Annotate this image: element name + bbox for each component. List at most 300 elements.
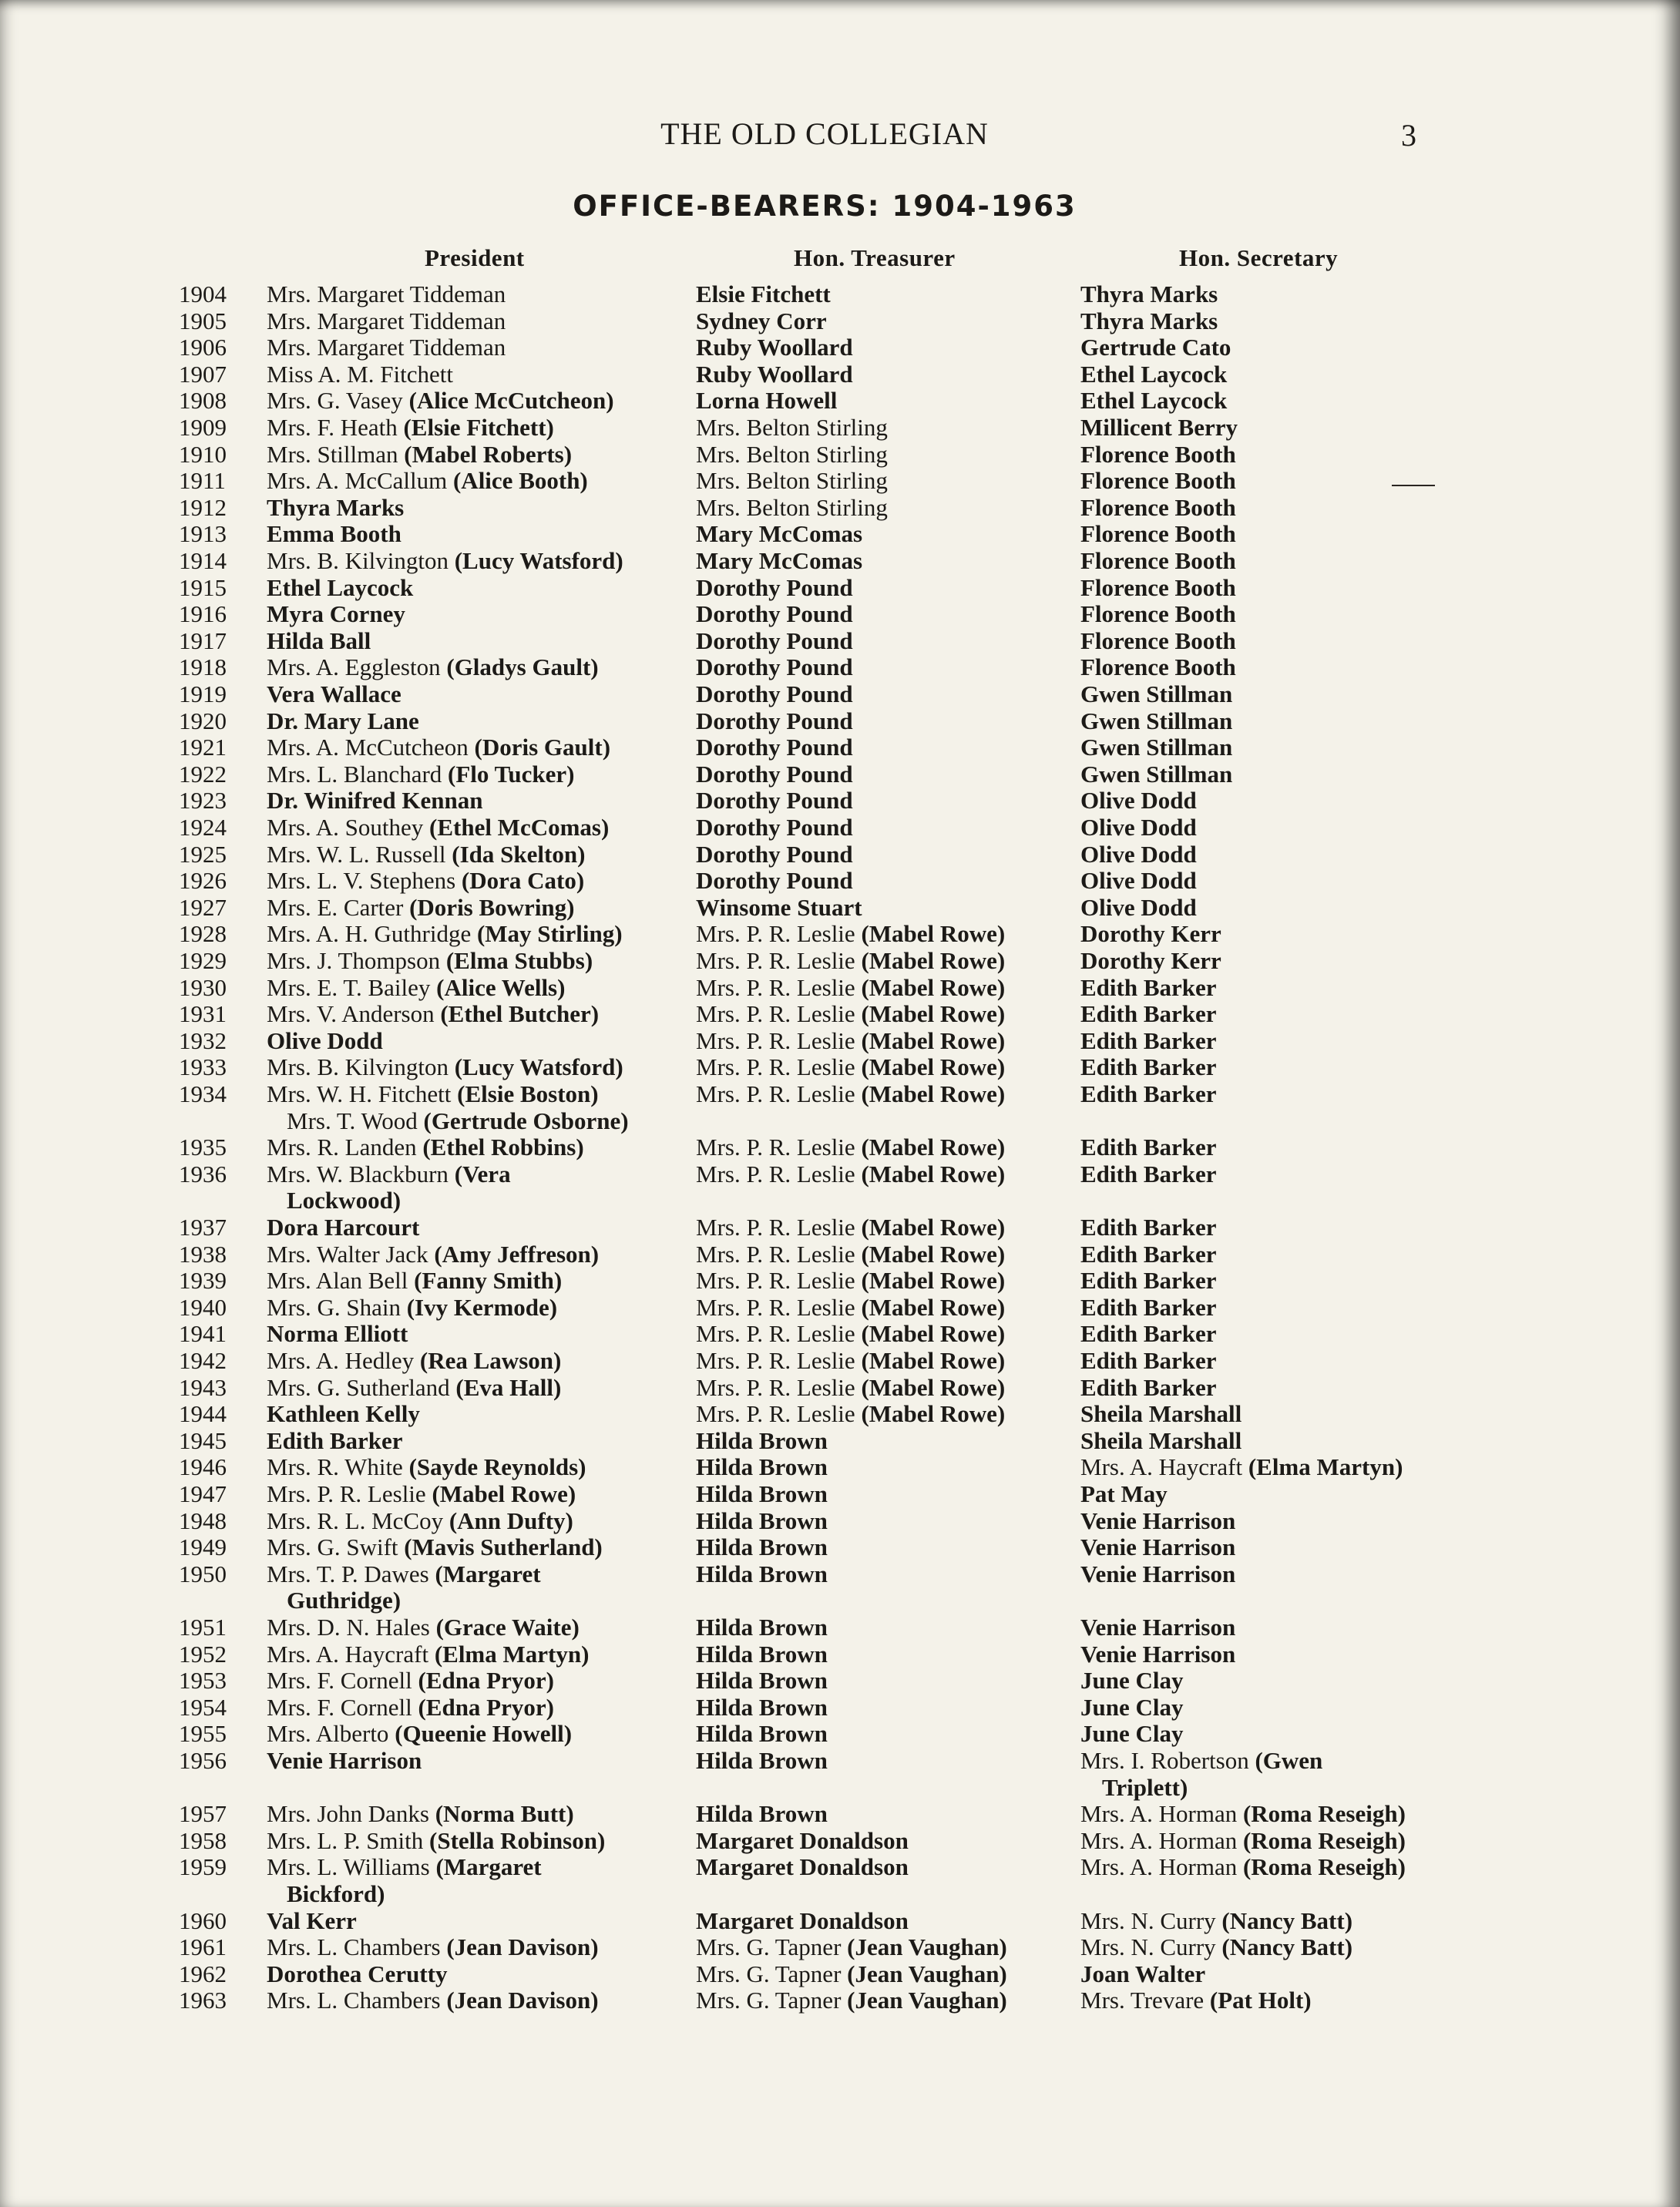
treasurer-cell: Mrs. Belton Stirling [696, 493, 888, 521]
year-cell: 1941 [179, 1320, 227, 1348]
president-continuation-cell: Guthridge) [287, 1587, 402, 1614]
president-cell: Myra Corney [267, 600, 405, 628]
secretary-cell: Florence Booth [1080, 547, 1236, 574]
table-row [0, 1107, 1680, 1135]
treasurer-cell: Mrs. G. Tapner (Jean Vaughan) [696, 1960, 1007, 1987]
table-row [0, 1374, 1680, 1402]
president-cell: Mrs. G. Swift (Mavis Sutherland) [267, 1533, 603, 1561]
table-row [0, 334, 1680, 361]
year-cell: 1962 [179, 1960, 227, 1987]
president-cell: Mrs. L. V. Stephens (Dora Cato) [267, 867, 585, 895]
table-row [0, 787, 1680, 815]
treasurer-cell: Mrs. P. R. Leslie (Mabel Rowe) [696, 1267, 1006, 1295]
secretary-cell: Florence Booth [1080, 653, 1236, 681]
table-row [0, 894, 1680, 922]
secretary-cell: Edith Barker [1080, 1347, 1217, 1374]
page-title: OFFICE-BEARERS: 1904-1963 [573, 190, 1077, 223]
table-row [0, 1027, 1680, 1055]
year-cell: 1940 [179, 1293, 227, 1321]
president-cell: Mrs. B. Kilvington (Lucy Watsford) [267, 1053, 623, 1081]
treasurer-cell: Hilda Brown [696, 1480, 828, 1507]
secretary-cell: Sheila Marshall [1080, 1400, 1242, 1428]
table-row [0, 414, 1680, 442]
table-row [0, 867, 1680, 895]
president-cell: Mrs. A. Eggleston (Gladys Gault) [267, 653, 599, 681]
treasurer-cell: Margaret Donaldson [696, 1853, 909, 1881]
treasurer-cell: Mrs. P. R. Leslie (Mabel Rowe) [696, 1347, 1006, 1374]
treasurer-cell: Mrs. P. R. Leslie (Mabel Rowe) [696, 1080, 1006, 1107]
secretary-cell: Gwen Stillman [1080, 707, 1233, 734]
column-header-president: President [425, 244, 525, 271]
year-cell: 1906 [179, 334, 227, 361]
year-cell: 1956 [179, 1747, 227, 1774]
year-cell: 1905 [179, 307, 227, 334]
secretary-cell: Olive Dodd [1080, 787, 1197, 815]
president-cell: Mrs. G. Sutherland (Eva Hall) [267, 1373, 562, 1401]
table-row [0, 1907, 1680, 1935]
year-cell: 1946 [179, 1453, 227, 1481]
secretary-cell: Thyra Marks [1080, 280, 1218, 307]
treasurer-cell: Hilda Brown [696, 1800, 828, 1828]
secretary-cell: Venie Harrison [1080, 1507, 1236, 1534]
year-cell: 1932 [179, 1026, 227, 1054]
secretary-cell: Venie Harrison [1080, 1533, 1236, 1561]
treasurer-cell: Ruby Woollard [696, 360, 853, 388]
secretary-cell: Venie Harrison [1080, 1614, 1236, 1641]
president-cell: Dorothea Cerutty [267, 1960, 448, 1987]
president-cell: Mrs. A. Hedley (Rea Lawson) [267, 1347, 562, 1374]
treasurer-cell: Dorothy Pound [696, 626, 853, 654]
table-row [0, 1400, 1680, 1428]
treasurer-cell: Dorothy Pound [696, 573, 853, 601]
secretary-cell: Edith Barker [1080, 1000, 1217, 1028]
secretary-cell: Florence Booth [1080, 520, 1236, 548]
year-cell: 1914 [179, 547, 227, 574]
treasurer-cell: Hilda Brown [696, 1560, 828, 1587]
secretary-cell: Florence Booth [1080, 573, 1236, 601]
president-cell: Mrs. L. Blanchard (Flo Tucker) [267, 760, 575, 788]
secretary-cell: Pat May [1080, 1480, 1168, 1507]
president-cell: Mrs. L. P. Smith (Stella Robinson) [267, 1826, 606, 1854]
year-cell: 1924 [179, 814, 227, 841]
year-cell: 1949 [179, 1533, 227, 1561]
year-cell: 1912 [179, 493, 227, 521]
president-cell: Mrs. Margaret Tiddeman [267, 280, 506, 307]
treasurer-cell: Dorothy Pound [696, 680, 853, 707]
year-cell: 1930 [179, 973, 227, 1001]
table-row [0, 600, 1680, 628]
president-cell: Mrs. A. Haycraft (Elma Martyn) [267, 1640, 590, 1668]
secretary-cell: Mrs. A. Horman (Roma Reseigh) [1080, 1853, 1406, 1881]
year-cell: 1907 [179, 360, 227, 388]
treasurer-cell: Lorna Howell [696, 387, 838, 415]
treasurer-cell: Hilda Brown [696, 1720, 828, 1748]
secretary-cell: Ethel Laycock [1080, 360, 1228, 388]
year-cell: 1963 [179, 1987, 227, 2014]
treasurer-cell: Mrs. P. R. Leslie (Mabel Rowe) [696, 1214, 1006, 1241]
secretary-cell: Gwen Stillman [1080, 760, 1233, 788]
table-row [0, 1427, 1680, 1455]
treasurer-cell: Hilda Brown [696, 1507, 828, 1534]
treasurer-cell: Hilda Brown [696, 1640, 828, 1668]
table-row [0, 1320, 1680, 1348]
president-cell: Mrs. D. N. Hales (Grace Waite) [267, 1614, 580, 1641]
table-row [0, 1720, 1680, 1748]
table-row [0, 841, 1680, 868]
secretary-cell: Florence Booth [1080, 626, 1236, 654]
running-head: THE OLD COLLEGIAN [660, 116, 989, 151]
secretary-cell: Edith Barker [1080, 1134, 1217, 1161]
treasurer-cell: Mrs. P. R. Leslie (Mabel Rowe) [696, 1320, 1006, 1348]
secretary-cell: Florence Booth [1080, 467, 1236, 495]
treasurer-cell: Hilda Brown [696, 1614, 828, 1641]
treasurer-cell: Dorothy Pound [696, 760, 853, 788]
president-cell: Mrs. A. H. Guthridge (May Stirling) [267, 920, 623, 948]
treasurer-cell: Hilda Brown [696, 1667, 828, 1695]
treasurer-cell: Mrs. P. R. Leslie (Mabel Rowe) [696, 1053, 1006, 1081]
table-row [0, 947, 1680, 975]
table-row [0, 1080, 1680, 1108]
table-row [0, 653, 1680, 681]
president-cell: Ethel Laycock [267, 573, 414, 601]
secretary-cell: Mrs. A. Horman (Roma Reseigh) [1080, 1800, 1406, 1828]
treasurer-cell: Mary McComas [696, 520, 863, 548]
year-cell: 1938 [179, 1240, 227, 1268]
secretary-cell: Florence Booth [1080, 493, 1236, 521]
year-cell: 1931 [179, 1000, 227, 1028]
president-cell: Mrs. Stillman (Mabel Roberts) [267, 440, 573, 468]
table-row [0, 520, 1680, 548]
secretary-cell: Mrs. I. Robertson (Gwen [1080, 1747, 1323, 1774]
table-row [0, 1667, 1680, 1695]
secretary-cell: Edith Barker [1080, 1373, 1217, 1401]
year-cell: 1910 [179, 440, 227, 468]
table-row [0, 974, 1680, 1002]
year-cell: 1918 [179, 653, 227, 681]
table-row [0, 1533, 1680, 1561]
president-cell: Mrs. G. Vasey (Alice McCutcheon) [267, 387, 614, 415]
secretary-cell: Venie Harrison [1080, 1640, 1236, 1668]
president-cell: Mrs. W. H. Fitchett (Elsie Boston) [267, 1080, 599, 1107]
treasurer-cell: Dorothy Pound [696, 734, 853, 761]
table-row [0, 1987, 1680, 2014]
table-row [0, 680, 1680, 708]
treasurer-cell: Mrs. P. R. Leslie (Mabel Rowe) [696, 1293, 1006, 1321]
president-cell: Vera Wallace [267, 680, 402, 707]
secretary-cell: Edith Barker [1080, 1080, 1217, 1107]
treasurer-cell: Mrs. P. R. Leslie (Mabel Rowe) [696, 1240, 1006, 1268]
year-cell: 1929 [179, 947, 227, 974]
year-cell: 1959 [179, 1853, 227, 1881]
president-continuation-cell: Lockwood) [287, 1187, 402, 1214]
table-row [0, 307, 1680, 335]
table-row [0, 361, 1680, 388]
treasurer-cell: Dorothy Pound [696, 814, 853, 841]
president-cell: Venie Harrison [267, 1747, 422, 1774]
treasurer-cell: Mrs. Belton Stirling [696, 440, 888, 468]
year-cell: 1937 [179, 1214, 227, 1241]
secretary-cell: June Clay [1080, 1667, 1184, 1695]
treasurer-cell: Hilda Brown [696, 1747, 828, 1774]
president-cell: Mrs. F. Cornell (Edna Pryor) [267, 1667, 554, 1695]
president-cell: Mrs. Walter Jack (Amy Jeffreson) [267, 1240, 600, 1268]
president-cell: Mrs. A. Southey (Ethel McComas) [267, 814, 610, 841]
table-row [0, 1853, 1680, 1881]
treasurer-cell: Mrs. P. R. Leslie (Mabel Rowe) [696, 1000, 1006, 1028]
treasurer-cell: Mrs. P. R. Leslie (Mabel Rowe) [696, 920, 1006, 948]
secretary-cell: Mrs. A. Horman (Roma Reseigh) [1080, 1826, 1406, 1854]
treasurer-cell: Ruby Woollard [696, 334, 853, 361]
table-row [0, 1347, 1680, 1375]
president-cell: Mrs. T. P. Dawes (Margaret [267, 1560, 541, 1587]
table-row [0, 1960, 1680, 1988]
year-cell: 1960 [179, 1906, 227, 1934]
secretary-cell: Edith Barker [1080, 1320, 1217, 1348]
secretary-cell: Sheila Marshall [1080, 1426, 1242, 1454]
treasurer-cell: Hilda Brown [696, 1533, 828, 1561]
table-row [0, 627, 1680, 655]
year-cell: 1934 [179, 1080, 227, 1107]
president-cell: Hilda Ball [267, 626, 371, 654]
president-cell: Dr. Winifred Kennan [267, 787, 483, 815]
table-row [0, 1453, 1680, 1481]
treasurer-cell: Mrs. P. R. Leslie (Mabel Rowe) [696, 1373, 1006, 1401]
table-row [0, 1587, 1680, 1614]
president-cell: Mrs. Alan Bell (Fanny Smith) [267, 1267, 563, 1295]
treasurer-cell: Mrs. P. R. Leslie (Mabel Rowe) [696, 1026, 1006, 1054]
treasurer-cell: Dorothy Pound [696, 600, 853, 628]
president-cell: Mrs. John Danks (Norma Butt) [267, 1800, 574, 1828]
table-row [0, 707, 1680, 735]
secretary-cell: Edith Barker [1080, 1026, 1217, 1054]
secretary-cell: Joan Walter [1080, 1960, 1206, 1987]
table-row [0, 547, 1680, 575]
secretary-cell: Gwen Stillman [1080, 680, 1233, 707]
treasurer-cell: Mrs. P. R. Leslie (Mabel Rowe) [696, 1134, 1006, 1161]
president-cell: Miss A. M. Fitchett [267, 360, 454, 388]
president-cell: Mrs. A. McCutcheon (Doris Gault) [267, 734, 611, 761]
table-row [0, 1827, 1680, 1855]
president-cell: Olive Dodd [267, 1026, 383, 1054]
treasurer-cell: Elsie Fitchett [696, 280, 831, 307]
president-cell: Mrs. R. Landen (Ethel Robbins) [267, 1134, 584, 1161]
treasurer-cell: Hilda Brown [696, 1453, 828, 1481]
table-row [0, 1933, 1680, 1961]
secretary-cell: Mrs. Trevare (Pat Holt) [1080, 1987, 1312, 2014]
table-row [0, 1774, 1680, 1802]
secretary-cell: Gertrude Cato [1080, 334, 1231, 361]
year-cell: 1951 [179, 1614, 227, 1641]
president-cell: Mrs. G. Shain (Ivy Kermode) [267, 1293, 558, 1321]
president-cell: Mrs. P. R. Leslie (Mabel Rowe) [267, 1480, 576, 1507]
president-cell: Mrs. F. Heath (Elsie Fitchett) [267, 414, 554, 441]
president-cell: Mrs. B. Kilvington (Lucy Watsford) [267, 547, 623, 574]
secretary-cell: Gwen Stillman [1080, 734, 1233, 761]
treasurer-cell: Margaret Donaldson [696, 1906, 909, 1934]
treasurer-cell: Sydney Corr [696, 307, 827, 334]
table-row [0, 814, 1680, 841]
treasurer-cell: Mrs. G. Tapner (Jean Vaughan) [696, 1987, 1007, 2014]
table-row [0, 1053, 1680, 1081]
year-cell: 1911 [179, 467, 226, 495]
secretary-cell: Mrs. A. Haycraft (Elma Martyn) [1080, 1453, 1403, 1481]
table-row [0, 467, 1680, 495]
year-cell: 1950 [179, 1560, 227, 1587]
secretary-cell: Edith Barker [1080, 1160, 1217, 1187]
treasurer-cell: Hilda Brown [696, 1426, 828, 1454]
secretary-cell: Venie Harrison [1080, 1560, 1236, 1587]
year-cell: 1961 [179, 1933, 227, 1961]
year-cell: 1909 [179, 414, 227, 441]
year-cell: 1935 [179, 1134, 227, 1161]
secretary-cell: Olive Dodd [1080, 893, 1197, 921]
table-row [0, 1560, 1680, 1588]
table-row [0, 1214, 1680, 1241]
year-cell: 1952 [179, 1640, 227, 1668]
year-cell: 1947 [179, 1480, 227, 1507]
president-cell: Emma Booth [267, 520, 402, 548]
table-row [0, 280, 1680, 308]
year-cell: 1920 [179, 707, 227, 734]
year-cell: 1933 [179, 1053, 227, 1081]
table-row [0, 1480, 1680, 1508]
year-cell: 1944 [179, 1400, 227, 1428]
secretary-cell: Ethel Laycock [1080, 387, 1228, 415]
treasurer-cell: Dorothy Pound [696, 787, 853, 815]
year-cell: 1917 [179, 626, 227, 654]
president-cell: Mrs. E. T. Bailey (Alice Wells) [267, 973, 566, 1001]
table-row [0, 1800, 1680, 1828]
president-cell: Mrs. L. Williams (Margaret [267, 1853, 542, 1881]
president-cell: Mrs. W. L. Russell (Ida Skelton) [267, 840, 586, 868]
table-row [0, 1134, 1680, 1161]
year-cell: 1945 [179, 1426, 227, 1454]
president-cell: Mrs. J. Thompson (Elma Stubbs) [267, 947, 593, 974]
president-cell: Mrs. Margaret Tiddeman [267, 307, 506, 334]
table-row [0, 1000, 1680, 1028]
secretary-cell: Edith Barker [1080, 1053, 1217, 1081]
secretary-cell: Olive Dodd [1080, 814, 1197, 841]
president-cell: Mrs. A. McCallum (Alice Booth) [267, 467, 588, 495]
treasurer-cell: Mrs. P. R. Leslie (Mabel Rowe) [696, 973, 1006, 1001]
table-row [0, 1641, 1680, 1668]
president-cell: Mrs. W. Blackburn (Vera [267, 1160, 511, 1187]
secretary-cell: June Clay [1080, 1693, 1184, 1721]
treasurer-cell: Dorothy Pound [696, 653, 853, 681]
secretary-cell: Edith Barker [1080, 1214, 1217, 1241]
year-cell: 1936 [179, 1160, 227, 1187]
year-cell: 1922 [179, 760, 227, 788]
table-row [0, 1294, 1680, 1322]
president-cell: Norma Elliott [267, 1320, 408, 1348]
president-cell: Mrs. V. Anderson (Ethel Butcher) [267, 1000, 600, 1028]
year-cell: 1926 [179, 867, 227, 895]
year-cell: 1939 [179, 1267, 227, 1295]
secretary-cell: Mrs. N. Curry (Nancy Batt) [1080, 1906, 1353, 1934]
year-cell: 1942 [179, 1347, 227, 1374]
table-row [0, 1880, 1680, 1908]
president-cell: Mrs. Margaret Tiddeman [267, 334, 506, 361]
year-cell: 1925 [179, 840, 227, 868]
table-row [0, 920, 1680, 948]
secretary-cell: Florence Booth [1080, 600, 1236, 628]
year-cell: 1958 [179, 1826, 227, 1854]
year-cell: 1913 [179, 520, 227, 548]
column-header-secretary: Hon. Secretary [1179, 244, 1339, 271]
table-row [0, 1241, 1680, 1268]
president-cell: Mrs. L. Chambers (Jean Davison) [267, 1987, 599, 2014]
table-row [0, 1187, 1680, 1214]
year-cell: 1921 [179, 734, 227, 761]
president-cell: Thyra Marks [267, 493, 405, 521]
treasurer-cell: Dorothy Pound [696, 707, 853, 734]
table-row [0, 574, 1680, 602]
secretary-cell: Dorothy Kerr [1080, 920, 1221, 948]
treasurer-cell: Mrs. Belton Stirling [696, 414, 888, 441]
year-cell: 1919 [179, 680, 227, 707]
treasurer-cell: Margaret Donaldson [696, 1826, 909, 1854]
year-cell: 1955 [179, 1720, 227, 1748]
table-row [0, 1267, 1680, 1295]
table-row [0, 761, 1680, 788]
president-cell: Mrs. Alberto (Queenie Howell) [267, 1720, 573, 1748]
president-cell: Dora Harcourt [267, 1214, 420, 1241]
year-cell: 1953 [179, 1667, 227, 1695]
president-cell: Mrs. L. Chambers (Jean Davison) [267, 1933, 599, 1961]
secretary-cell: Edith Barker [1080, 973, 1217, 1001]
treasurer-cell: Winsome Stuart [696, 893, 862, 921]
year-cell: 1954 [179, 1693, 227, 1721]
treasurer-cell: Mrs. P. R. Leslie (Mabel Rowe) [696, 1160, 1006, 1187]
secretary-cell: Florence Booth [1080, 440, 1236, 468]
table-row [0, 1161, 1680, 1188]
table-row [0, 734, 1680, 761]
secretary-cell: Edith Barker [1080, 1267, 1217, 1295]
secretary-continuation-cell: Triplett) [1102, 1773, 1188, 1801]
treasurer-cell: Dorothy Pound [696, 867, 853, 895]
secretary-cell: June Clay [1080, 1720, 1184, 1748]
year-cell: 1915 [179, 573, 227, 601]
secretary-cell: Edith Barker [1080, 1293, 1217, 1321]
secretary-cell: Thyra Marks [1080, 307, 1218, 334]
treasurer-cell: Mrs. P. R. Leslie (Mabel Rowe) [696, 1400, 1006, 1428]
secretary-cell: Edith Barker [1080, 1240, 1217, 1268]
secretary-cell: Mrs. N. Curry (Nancy Batt) [1080, 1933, 1353, 1961]
treasurer-cell: Mrs. P. R. Leslie (Mabel Rowe) [696, 947, 1006, 974]
year-cell: 1904 [179, 280, 227, 307]
table-row [0, 1614, 1680, 1641]
president-cell: Mrs. F. Cornell (Edna Pryor) [267, 1693, 554, 1721]
treasurer-cell: Mary McComas [696, 547, 863, 574]
president-cell: Mrs. R. L. McCoy (Ann Dufty) [267, 1507, 573, 1534]
table-row [0, 1694, 1680, 1722]
president-cell: Kathleen Kelly [267, 1400, 420, 1428]
page-number: 3 [1401, 118, 1416, 153]
table-row [0, 1507, 1680, 1535]
treasurer-cell: Mrs. G. Tapner (Jean Vaughan) [696, 1933, 1007, 1961]
president-cell: Val Kerr [267, 1906, 357, 1934]
table-row [0, 1747, 1680, 1775]
table-row [0, 441, 1680, 469]
year-cell: 1943 [179, 1373, 227, 1401]
column-header-treasurer: Hon. Treasurer [794, 244, 956, 271]
secretary-cell: Olive Dodd [1080, 840, 1197, 868]
year-cell: 1927 [179, 893, 227, 921]
president-cell: Mrs. R. White (Sayde Reynolds) [267, 1453, 586, 1481]
treasurer-cell: Mrs. Belton Stirling [696, 467, 888, 495]
year-cell: 1928 [179, 920, 227, 948]
year-cell: 1908 [179, 387, 227, 415]
